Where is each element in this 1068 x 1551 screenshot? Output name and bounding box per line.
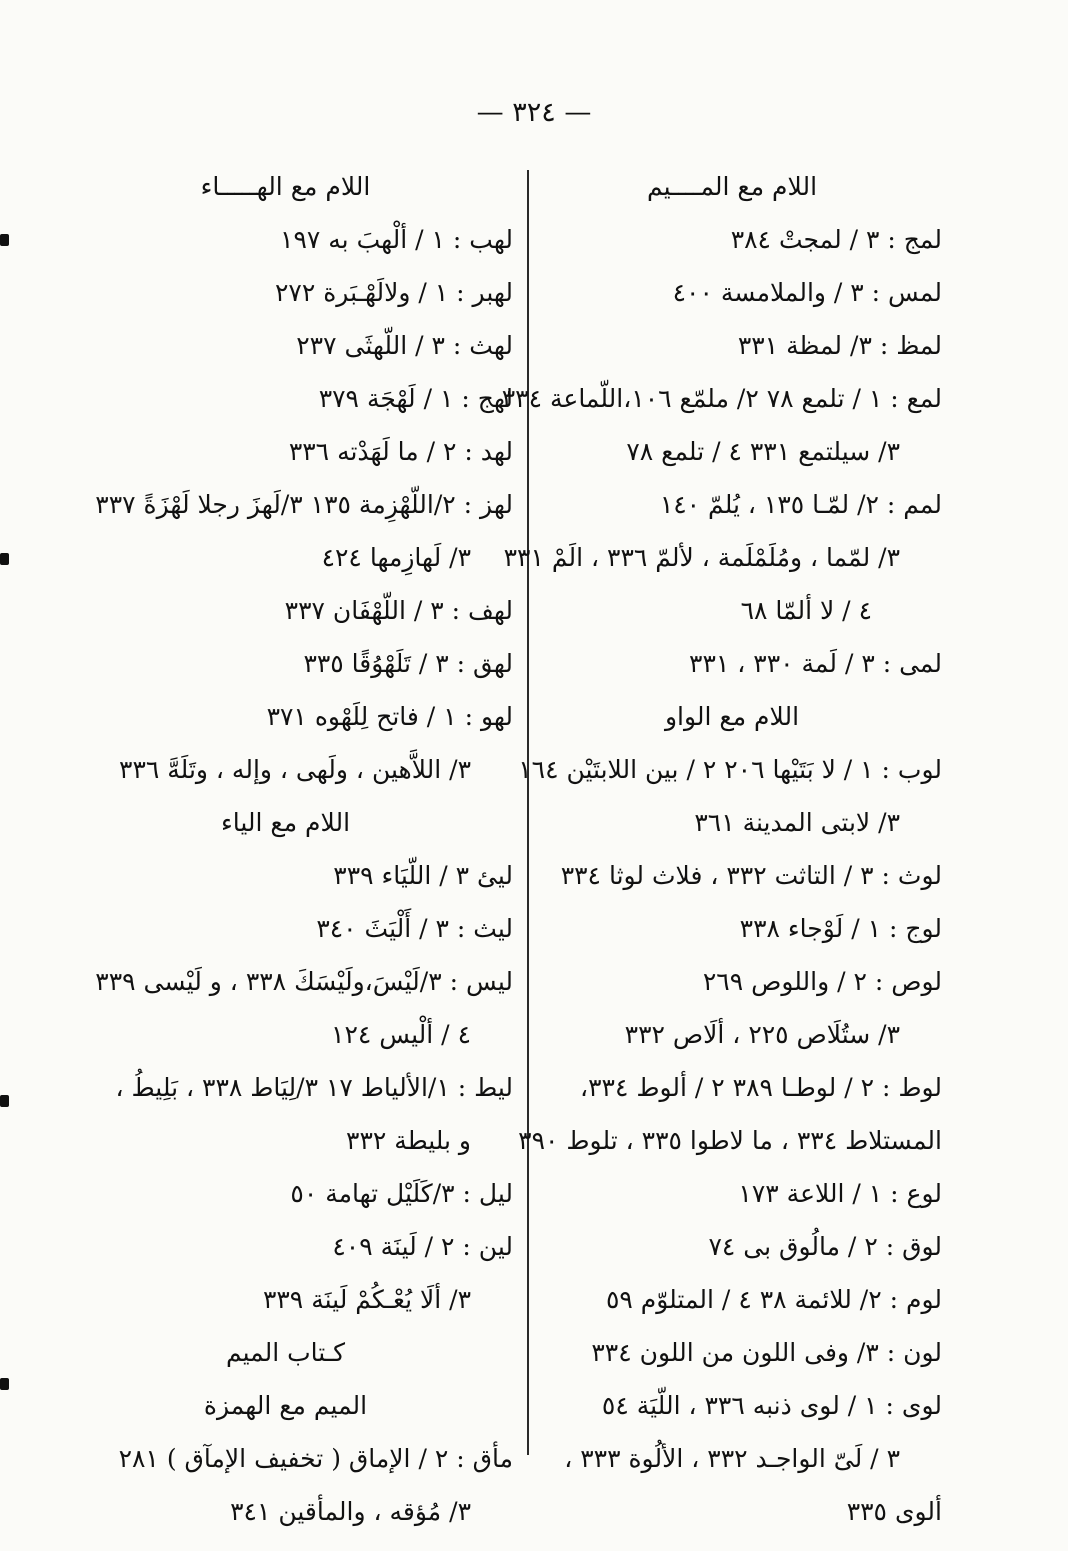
index-entry: لهف : ٣ / اللّهْفَان ٣٣٧ — [284, 596, 513, 625]
index-entry: لمع : ١ / تلمع ٧٨ ٢/ ملمّع ١٠٦،اللّماعة ٣٣٤ — [501, 384, 942, 413]
scan-edge-mark — [0, 1095, 9, 1107]
index-entry: لوب : ١ / لا بَتَيْها ٢٠٦ ٢ / بين اللابتَيْن ١٦٤ — [518, 755, 942, 784]
index-entry: ٣/ ستُلَاص ٢٢٥ ، ألَاص ٣٣٢ — [624, 1020, 900, 1049]
index-entry: لمم : ٢/ لمّـا ١٣٥ ، يُلمّ ١٤٠ — [659, 490, 942, 519]
index-entry: لوم : ٢/ للائمة ٣٨ ٤ / المتلوّم ٥٩ — [605, 1285, 942, 1314]
index-entry: ٣/ اللاَّهين ، ولَهى ، وإله ، وتَلَهَّ ٣٣٦ — [119, 755, 471, 784]
index-entry: المستلاط ٣٣٤ ، ما لاطوا ٣٣٥ ، تلوط ٣٩٠ — [518, 1126, 942, 1155]
section-heading: كـتاب الميم — [225, 1338, 346, 1367]
section-heading: اللام مع المــــيم — [646, 172, 818, 201]
index-entry: لين : ٢ / لَينَة ٤٠٩ — [332, 1232, 513, 1261]
index-entry: لوط : ٢ / لوطـا ٣٨٩ ٢ / ألوط ٣٣٤، — [580, 1073, 942, 1102]
index-entry: ٣/ ألَا يُعْـكُمْ لَينَة ٣٣٩ — [262, 1285, 471, 1314]
index-entry: لمج : ٣ / لمجتْ ٣٨٤ — [730, 225, 942, 254]
index-entry: لهز : ٢/اللّهْزِمة ١٣٥ ٣/لَهزَ رجلا لَهْزَةً ٣٣٧ — [95, 490, 513, 519]
index-entry: ٤ / لا ألمّا ٦٨ — [740, 596, 872, 625]
index-entry: ليث : ٣ / أَلْيَثَ ٣٤٠ — [316, 914, 513, 943]
index-entry: لهد : ٢ / ما لَهَدْته ٣٣٦ — [288, 437, 513, 466]
index-entry: لمظ : ٣/ لمظة ٣٣١ — [737, 331, 942, 360]
index-entry: لمى : ٣ / لَمة ٣٣٠ ، ٣٣١ — [689, 649, 942, 678]
index-entry: لهب : ١ / ألْهبَ به ١٩٧ — [280, 225, 513, 254]
index-entry: ٣/ سيلتمع ٣٣١ ٤ / تلمع ٧٨ — [626, 437, 900, 466]
index-entry: لهبر : ١ / ولالَهْـبَرة ٢٧٢ — [274, 278, 513, 307]
page-number: — ٣٢٤ — — [476, 97, 592, 128]
index-entry: لوى : ١ / لوى ذنبه ٣٣٦ ، اللّيَة ٥٤ — [601, 1391, 942, 1420]
index-entry: لهو : ١ / فاتح لِلَهْوه ٣٧١ — [266, 702, 513, 731]
right-column — [501, 160, 942, 1538]
index-entry: لوق : ٢ / مالُوق بى ٧٤ — [708, 1232, 942, 1261]
index-entry: لهث : ٣ / اللّهثَى ٢٣٧ — [296, 331, 513, 360]
index-entry: ليئ ٣ / اللّيَاء ٣٣٩ — [333, 861, 513, 890]
index-entry: ليل : ٣/كَلَيْل تهامة ٥٠ — [290, 1179, 513, 1208]
index-entry: لوث : ٣ / التاثت ٣٣٢ ، فلاث لوثا ٣٣٤ — [560, 861, 942, 890]
index-entry: ليط : ١/الألياط ١٧ ٣/لِيَاط ٣٣٨ ، بَلِيطُ ، — [115, 1073, 513, 1102]
index-entry: لهج : ١ / لَهْجَة ٣٧٩ — [318, 384, 513, 413]
index-entry: ألوى ٣٣٥ — [846, 1497, 942, 1526]
index-entry: ٣/ لمّما ، ومُلَمْلَمة ، لألمّ ٣٣٦ ، الَمْ ٣٣١ — [503, 543, 900, 572]
section-heading: اللام مع الواو — [664, 702, 800, 731]
index-entry: لوج : ١ / لَوْجاء ٣٣٨ — [739, 914, 942, 943]
section-heading: اللام مع الياء — [220, 808, 351, 837]
index-entry: و بليطة ٣٣٢ — [346, 1126, 471, 1155]
index-entry: لوع : ١ / اللاعة ١٧٣ — [738, 1179, 942, 1208]
scan-edge-mark — [0, 553, 9, 565]
scan-edge-mark — [0, 1378, 9, 1390]
index-entry: لهق : ٣ / تَلَهْوُقًا ٣٣٥ — [303, 649, 513, 678]
index-entry: ٤ / ألْيس ١٢٤ — [331, 1020, 471, 1049]
index-entry: لوص : ٢ / واللوص ٢٦٩ — [702, 967, 942, 996]
index-entry: ٣/ مُؤقه ، والمأقين ٣٤١ — [230, 1497, 471, 1526]
scan-edge-mark — [0, 234, 9, 246]
section-heading: الميم مع الهمزة — [203, 1391, 368, 1420]
index-entry: لمس : ٣ / والملامسة ٤٠٠ — [672, 278, 942, 307]
index-entry: ٣/ لابتى المدينة ٣٦١ — [694, 808, 900, 837]
index-entry: ٣/ لَهازِمها ٤٢٤ — [321, 543, 471, 572]
index-entry: ليس : ٣/لَيْسَ،ولَيْسَكَ ٣٣٨ ، و لَيْسى ٣٣٩ — [95, 967, 513, 996]
index-entry: لون : ٣/ وفى اللون من اللون ٣٣٤ — [591, 1338, 942, 1367]
left-column — [58, 160, 513, 1538]
index-entry: ٣ / لَىّ الواجـد ٣٣٢ ، الألُوة ٣٣٣ ، — [564, 1444, 900, 1473]
index-entry: مأق : ٢ / الإماق ( تخفيف الإمآق ) ٢٨١ — [118, 1444, 513, 1473]
section-heading: اللام مع الهـــــاء — [200, 172, 371, 201]
